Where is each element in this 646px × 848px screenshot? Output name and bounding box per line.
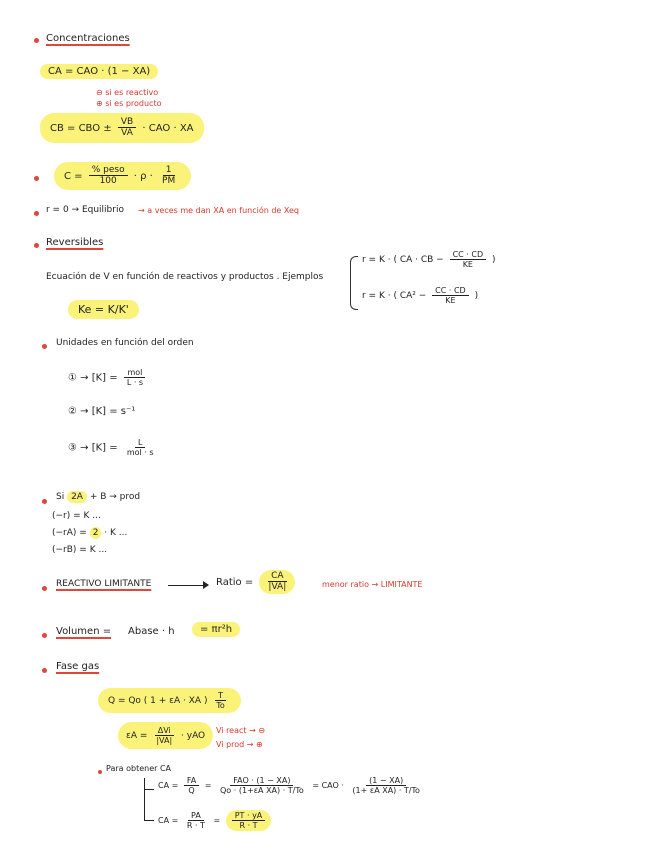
note-reactivo: ⊖ si es reactivo <box>96 88 159 97</box>
bullet-equilibrio <box>34 211 39 216</box>
eq-caudal-num: T <box>215 691 226 701</box>
eq-ca-presion-n1: PA <box>188 811 204 821</box>
eq-orden-1-num: mol <box>124 368 145 378</box>
eq-ca-caudal-d1: Q <box>188 786 195 796</box>
eq-ca-caudal-d2: Qo · (1+εA XA) · T/To <box>220 786 304 796</box>
eq-cb-right: · CAO · XA <box>142 122 194 134</box>
eq-cb-den: VA <box>121 128 133 139</box>
eq-orden-3-num: L <box>135 438 145 448</box>
eq-ratio <box>216 570 298 594</box>
eq-r-a <box>52 528 127 538</box>
bullet-concentraciones <box>34 38 39 43</box>
eq-rev-2-right: ) <box>474 291 479 302</box>
eq-rev-2-den: KE <box>445 296 456 306</box>
eq-c-den1: 100 <box>99 176 117 187</box>
eq-caudal-left: Q = Qo ( 1 + εA · XA ) <box>108 696 208 707</box>
eq-ratio-num: CA <box>268 571 286 582</box>
eq-c-mid: · ρ · <box>133 170 153 182</box>
eq-ca-presion-n2: PT · yA <box>232 811 266 821</box>
eq-orden-1 <box>68 368 149 387</box>
heading-fase-gas: Fase gas <box>56 661 100 672</box>
bullet-volumen <box>42 633 47 638</box>
eq-c-den2: PM <box>162 176 176 187</box>
eq-volumen-cilindro: = πr²h <box>192 622 240 637</box>
eq-ca-caudal-mid: = CAO · <box>312 781 344 791</box>
arrow-limitante-head <box>203 581 209 589</box>
eq-orden-1-den: L · s <box>126 378 144 388</box>
eq-rev-2-left: r = K · ( CA² − <box>362 291 427 302</box>
eq-caudal-den: To <box>216 701 225 711</box>
eq-caudal <box>98 688 241 713</box>
eq-rev-2-num: CC · CD <box>432 286 469 296</box>
eq-orden-2: ② → [K] = s⁻¹ <box>68 406 136 417</box>
eq-ca-caudal-n2: FAO · (1 − XA) <box>230 776 293 786</box>
eq-reaccion <box>56 492 140 502</box>
bullet-limitante <box>42 586 47 591</box>
eq-cb-num: VB <box>118 117 136 128</box>
bullet-concentracion-peso <box>34 176 39 181</box>
eq-volumen-base: Abase · h <box>128 626 175 637</box>
eq-ca-presion: CA = $\frac{PA}{R \cdot T}$ = $\frac{PT \cdot yA}{R \cdot T}$ <box>158 810 274 831</box>
bullet-fase-gas <box>42 668 47 673</box>
eq-epsilon-num: ΔVi <box>155 726 174 736</box>
eq-ca-caudal-n1: FA <box>184 776 199 786</box>
eq-ratio-label: Ratio = <box>216 576 254 588</box>
eq-ca-presion-d2: R · T <box>239 821 258 831</box>
heading-reversibles: Reversibles <box>46 237 104 248</box>
eq-rev-1 <box>362 250 496 269</box>
brace-ejemplos <box>350 256 358 310</box>
bullet-estequiometria <box>42 499 47 504</box>
eq-c-lhs: C = <box>64 170 83 182</box>
note-producto: ⊕ si es producto <box>96 99 162 108</box>
eq-rev-1-num: CC · CD <box>450 250 487 260</box>
note-vi-prod: Vi prod → ⊕ <box>216 740 263 749</box>
label-para-obtener: Para obtener CA <box>106 764 172 773</box>
eq-rev-2 <box>362 286 478 305</box>
branch-line <box>144 778 145 820</box>
eq-cb <box>40 113 204 143</box>
eq-epsilon-right: · yAO <box>181 731 206 742</box>
eq-cb-left: CB = CBO ± <box>50 122 112 134</box>
eq-orden-3-left: ③ → [K] = <box>68 442 118 454</box>
eq-ca: CA = CAO · (1 − XA) <box>40 64 158 79</box>
bullet-reversibles <box>34 243 39 248</box>
eq-epsilon-den: |VA| <box>156 736 173 746</box>
heading-unidades: Unidades en función del orden <box>56 338 194 348</box>
branch-arrow-1 <box>144 789 154 790</box>
eq-r-a-left: (−rA) = <box>52 528 90 538</box>
eq-r-a-coef: 2 <box>90 527 102 539</box>
bullet-unidades <box>42 344 47 349</box>
eq-r-a-right: · K ... <box>101 528 128 538</box>
eq-ratio-den: |VA| <box>268 582 287 593</box>
eq-ca-caudal-lhs: CA = <box>158 781 179 791</box>
eq-orden-3-den: mol · s <box>126 448 154 458</box>
eq-r-b: (−rB) = K ... <box>52 545 108 555</box>
eq-rev-1-left: r = K · ( CA · CB − <box>362 255 444 266</box>
eq-c-num2: 1 <box>163 165 175 176</box>
label-volumen: Volumen = <box>56 626 112 637</box>
eq-reaccion-si: Si <box>56 492 68 502</box>
heading-concentraciones: Concentraciones <box>46 33 130 44</box>
eq-epsilon <box>118 722 213 749</box>
eq-orden-1-left: ① → [K] = <box>68 372 118 384</box>
note-vi-react: Vi react → ⊖ <box>216 726 266 735</box>
eq-c-num1: % peso <box>89 165 128 176</box>
text-ecuacion-v: Ecuación de V en función de reactivos y productos . Ejemplos <box>46 272 324 282</box>
eq-ca-caudal-d3: (1+ εA XA) · T/To <box>352 786 420 796</box>
eq-ca-caudal: CA = $\frac{FA}{Q}$ = $\frac{\text{FAO · (1 − XA)}}{\text{Qo · (1+εA XA) · T/To}}$ = CAO · $\frac{(1 - XA)}{\text{(1+ εA XA) · T/To}}$ <box>158 776 426 795</box>
eq-reaccion-rest: + B → prod <box>86 492 141 502</box>
eq-rev-1-den: KE <box>462 260 473 270</box>
eq-ke: Ke = K/K' <box>68 300 139 319</box>
eq-c-peso <box>54 162 191 190</box>
eq-rev-1-right: ) <box>492 255 496 266</box>
eq-ca-presion-d1: R · T <box>186 821 205 831</box>
eq-reaccion-2a: 2A <box>67 491 87 503</box>
branch-arrow-2 <box>144 820 154 821</box>
eq-orden-3 <box>68 438 160 457</box>
eq-equilibrio: r = 0 → Equilibrio <box>46 205 124 215</box>
eq-ca-caudal-n3: (1 − XA) <box>366 776 406 786</box>
note-equilibrio: → a veces me dan XA en función de Xeq <box>138 206 300 215</box>
eq-r-global: (−r) = K ... <box>52 511 101 521</box>
arrow-limitante <box>168 585 208 586</box>
label-reactivo-limitante: REACTIVO LIMITANTE <box>56 579 152 589</box>
eq-ca-presion-lhs: CA = <box>158 816 179 826</box>
bullet-para-obtener <box>98 770 102 774</box>
note-menor-ratio: menor ratio → LIMITANTE <box>322 580 423 589</box>
eq-epsilon-left: εA = <box>126 731 148 742</box>
